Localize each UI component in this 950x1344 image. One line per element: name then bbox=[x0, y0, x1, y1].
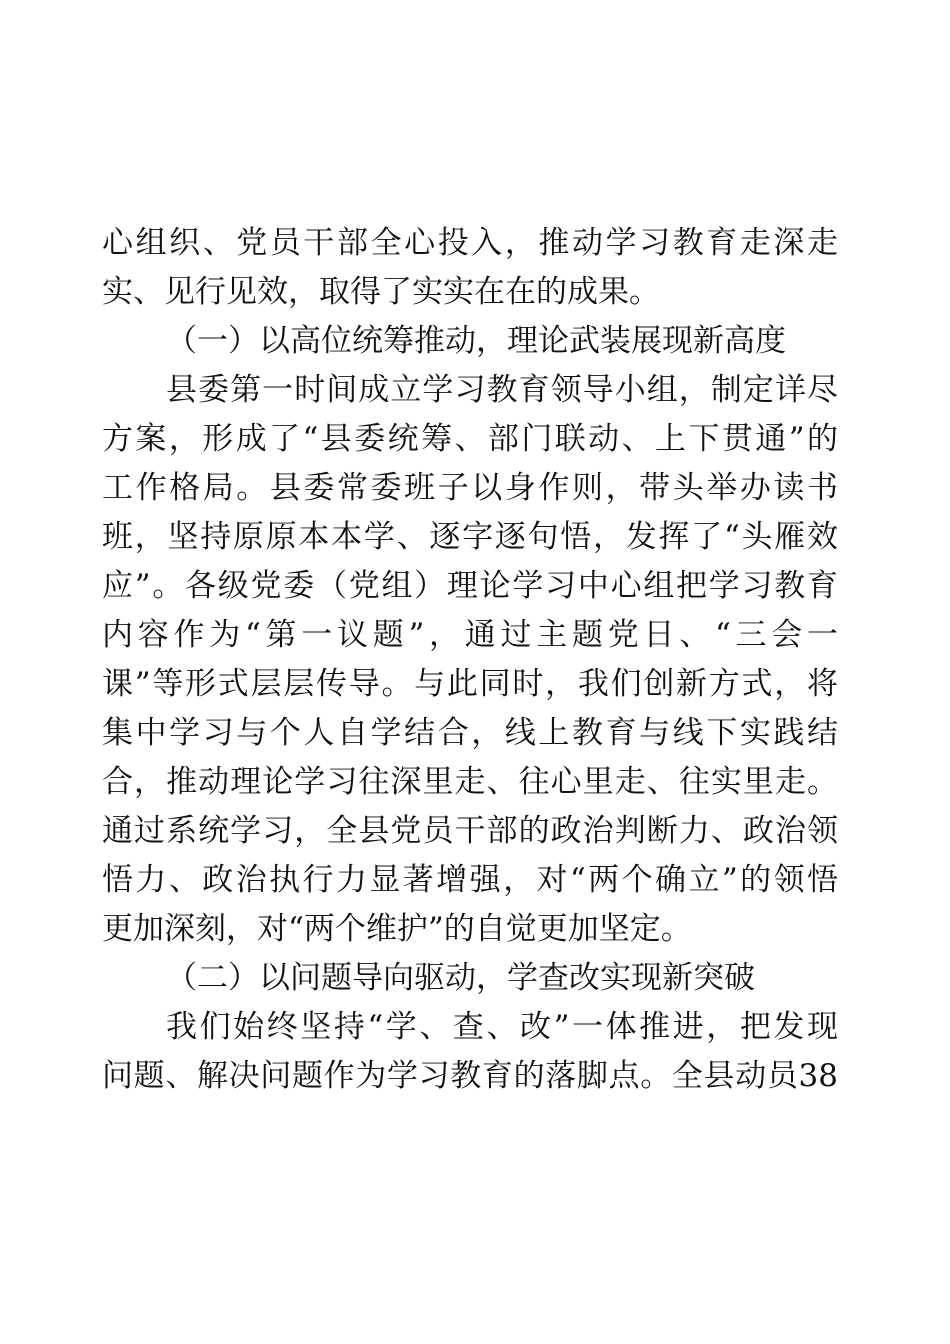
section-heading-1: （一）以高位统筹推动，理论武装展现新高度 bbox=[166, 323, 786, 359]
text-line: 悟力、政治执行力显著增强，对“两个确立”的领悟 bbox=[102, 862, 838, 898]
text-line: 内容作为“第一议题”，通过主题党日、“三会一 bbox=[102, 617, 838, 653]
text-line: 实、见行见效，取得了实实在在的成果。 bbox=[102, 274, 660, 310]
text-line: 县委第一时间成立学习教育领导小组，制定详尽 bbox=[166, 372, 838, 408]
text-line: 合，推动理论学习往深里走、往心里走、往实里走。 bbox=[102, 764, 838, 800]
text-line: 工作格局。县委常委班子以身作则，带头举办读书 bbox=[102, 470, 838, 506]
text-line: 集中学习与个人自学结合，线上教育与线下实践结 bbox=[102, 715, 838, 751]
text-line: 更加深刻，对“两个维护”的自觉更加坚定。 bbox=[102, 911, 692, 947]
text-line: 课”等形式层层传导。与此同时，我们创新方式，将 bbox=[102, 666, 838, 702]
text-line: 班，坚持原原本本学、逐字逐句悟，发挥了“头雁效 bbox=[102, 519, 838, 555]
text-line: 应”。各级党委（党组）理论学习中心组把学习教育 bbox=[102, 568, 838, 604]
section-heading-2: （二）以问题导向驱动，学查改实现新突破 bbox=[166, 960, 755, 996]
text-line: 方案，形成了“县委统筹、部门联动、上下贯通”的 bbox=[102, 421, 838, 457]
body-text bbox=[102, 219, 838, 1101]
text-line: 我们始终坚持“学、查、改”一体推进，把发现 bbox=[166, 1009, 838, 1045]
text-line: 心组织、党员干部全心投入，推动学习教育走深走 bbox=[102, 225, 838, 261]
text-line: 通过系统学习，全县党员干部的政治判断力、政治领 bbox=[102, 813, 838, 849]
text-line: 问题、解决问题作为学习教育的落脚点。全县动员38 bbox=[102, 1058, 838, 1094]
